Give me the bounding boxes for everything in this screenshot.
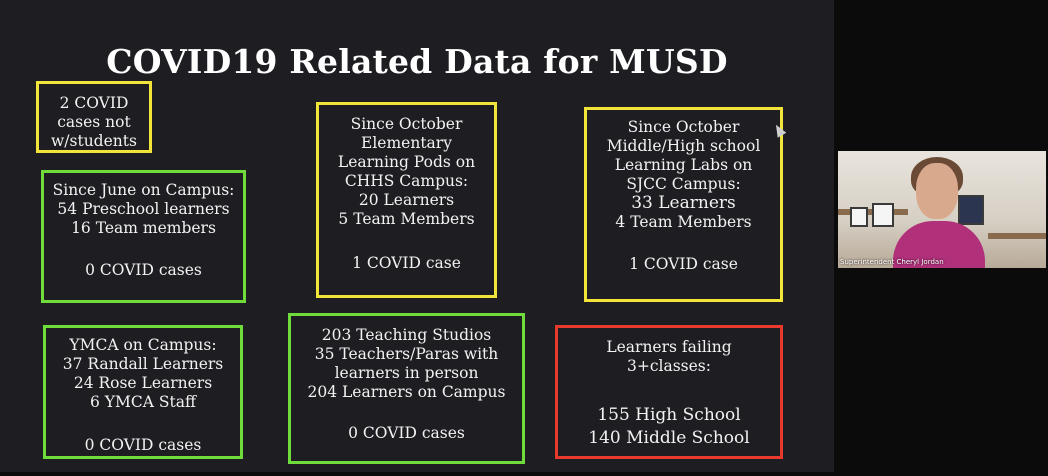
middle-high-labs-box	[584, 107, 783, 302]
since-june-box	[41, 170, 246, 303]
background-photo-frame	[850, 207, 868, 227]
box-line: Learners failing	[606, 338, 732, 356]
box-line: YMCA on Campus:	[69, 336, 217, 354]
box-line: Since October	[350, 115, 463, 133]
covid-case-count: 1 COVID case	[352, 254, 461, 272]
covid-case-count: 0 COVID cases	[85, 261, 202, 279]
participant-name-label: Superintendent Cheryl Jordan	[840, 258, 944, 266]
box-line: 37 Randall Learners	[62, 355, 224, 373]
box-line: CHHS Campus:	[344, 172, 469, 190]
box-line: Elementary	[361, 134, 452, 152]
box-line: 203 Teaching Studios	[321, 326, 492, 344]
participant-face	[916, 163, 958, 219]
covid-case-count: 1 COVID case	[629, 255, 738, 273]
box-line: 6 YMCA Staff	[90, 393, 196, 411]
participant-video-tile[interactable]	[838, 151, 1046, 268]
box-line: SJCC Campus:	[626, 175, 741, 193]
box-line: Since June on Campus:	[52, 181, 235, 199]
background-shelf	[988, 233, 1046, 239]
box-line: 20 Learners	[358, 191, 455, 209]
box-line: Learning Pods on	[337, 153, 476, 171]
elementary-pods-box	[316, 102, 497, 298]
box-line: learners in person	[334, 364, 479, 382]
box-line: Learning Labs on	[614, 156, 753, 174]
box-line: Middle/High school	[606, 137, 761, 155]
box-line: w/students	[51, 132, 137, 150]
box-line: 3+classes:	[627, 357, 711, 375]
learners-failing-box	[555, 325, 783, 459]
background-photo-frame	[958, 195, 984, 225]
slide-title: COVID19 Related Data for MUSD	[106, 42, 728, 81]
box-line: 16 Team members	[71, 219, 216, 237]
middle-school-failing-count: 140 Middle School	[588, 428, 750, 448]
covid-case-count: 0 COVID cases	[84, 436, 202, 454]
background-photo-frame	[872, 203, 894, 227]
box-line: cases not	[57, 113, 131, 131]
box-line: 2 COVID	[59, 94, 129, 112]
box-line: 4 Team Members	[615, 213, 752, 231]
box-line: 24 Rose Learners	[73, 374, 213, 392]
cases-not-students-box	[36, 81, 152, 153]
box-line: 204 Learners on Campus	[307, 383, 506, 401]
box-line: 35 Teachers/Paras with	[314, 345, 499, 363]
high-school-failing-count: 155 High School	[597, 405, 741, 425]
box-line: 33 Learners	[631, 193, 736, 213]
covid-case-count: 0 COVID cases	[348, 424, 465, 442]
box-line: 5 Team Members	[338, 210, 475, 228]
box-line: Since October	[627, 118, 740, 136]
box-line: 54 Preschool learners	[57, 200, 230, 218]
ymca-box	[43, 325, 243, 459]
teaching-studios-box	[288, 313, 525, 464]
